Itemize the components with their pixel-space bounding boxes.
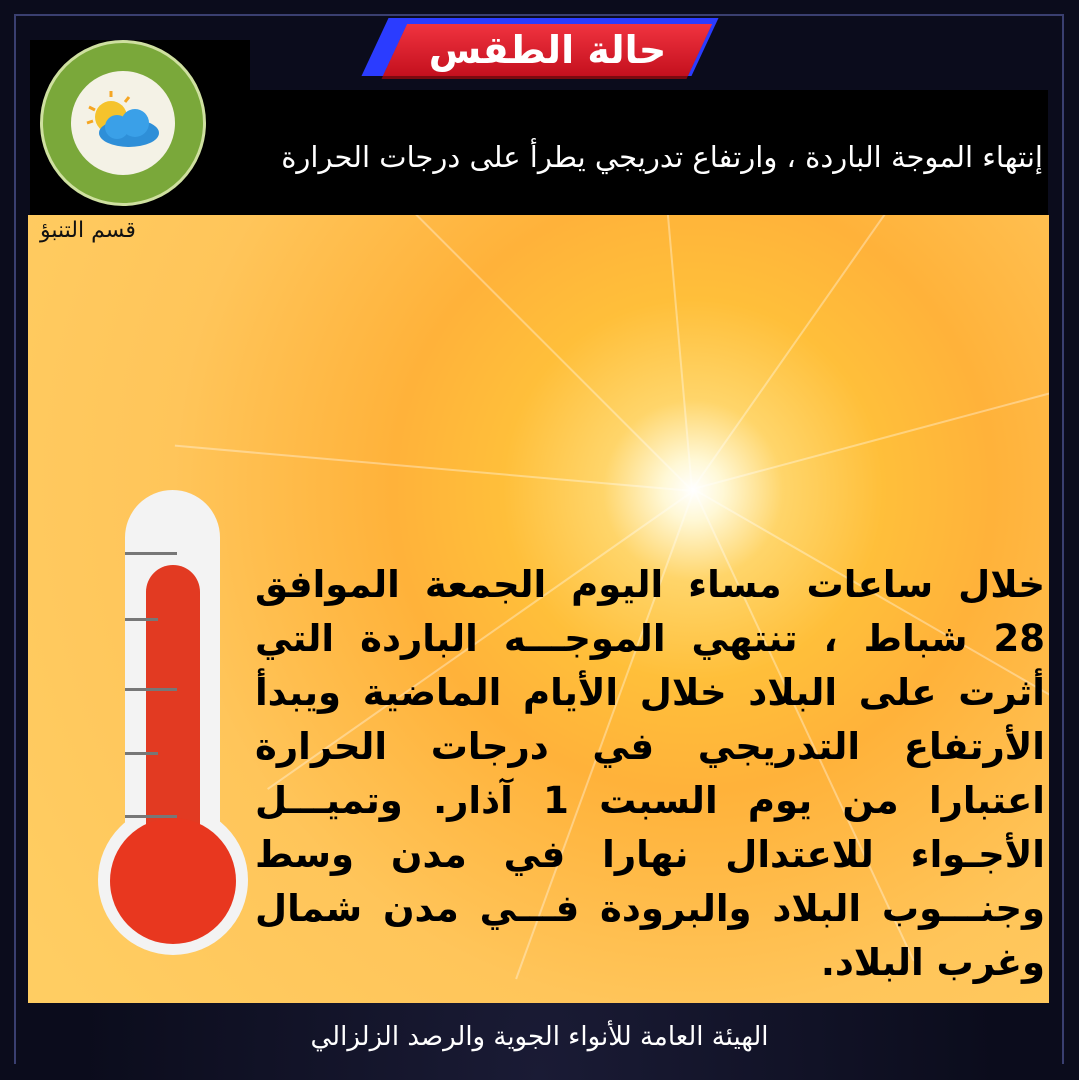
frame-border-top [14, 14, 1064, 16]
sun-ray [692, 353, 1049, 490]
sun-cloud-emblem-icon [40, 40, 206, 206]
department-label: قسم التنبؤ [40, 218, 136, 243]
sun-ray [175, 445, 693, 492]
frame-border-right [1062, 14, 1064, 1064]
frame-border-left [14, 14, 16, 1064]
footer-organization: الهيئة العامة للأنواء الجوية والرصد الزلزالي [310, 1022, 769, 1052]
bulletin-text: خلال ساعات مساء اليوم الجمعة الموافق 28 شباط ، تنتهي الموجـــه الباردة التي أثرت على البلاد خلال الأيام الماضية ويبدأ الأرتفاع التدريجي في درجات الحرارة اعتبارا من يوم السبت 1 آذار. وتميـــل الأجـواء للاعتدال نهارا في مدن وسط وجنـــوب البلاد والبرودة فـــي مدن شمال وغرب البلاد. [255, 563, 1045, 984]
banner-title: حالة الطقس [428, 28, 667, 72]
headline: إنتهاء الموجة الباردة ، وارتفاع تدريجي يطرأ على درجات الحرارة [281, 140, 1043, 174]
sun-ray [324, 215, 693, 491]
